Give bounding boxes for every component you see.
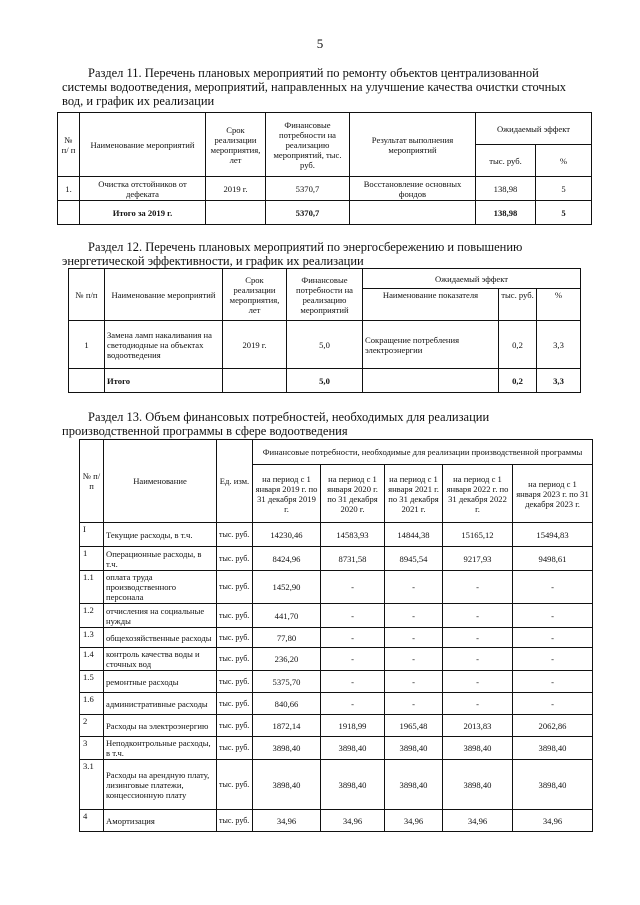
- s13-row-name: отчисления на социальные нужды: [104, 604, 217, 628]
- s13-row-value: -: [443, 604, 513, 628]
- s12-header-num: № п/п: [69, 269, 105, 321]
- s13-row-value: 840,66: [253, 693, 321, 715]
- s13-row-value: 3898,40: [513, 760, 593, 810]
- s13-row-name: Расходы на арендную плату, лизинговые платежи, концессионную плату: [104, 760, 217, 810]
- s13-header-period-2022: на период с 1 января 2022 г. по 31 декабря 2022 г.: [443, 465, 513, 523]
- s13-row-name: Расходы на электроэнергию: [104, 715, 217, 737]
- s13-row-value: 34,96: [321, 810, 385, 832]
- s13-row-num: 3.1: [80, 760, 104, 810]
- section-12-table: [68, 268, 581, 393]
- s12-header-thous: тыс. руб.: [499, 289, 537, 321]
- s13-header-num: № п/п: [80, 440, 104, 523]
- s13-row-unit: тыс. руб.: [217, 604, 253, 628]
- s13-row-value: 8731,58: [321, 547, 385, 571]
- s13-row-value: 3898,40: [253, 760, 321, 810]
- section-12-heading: [62, 240, 590, 268]
- s13-row-value: 8424,96: [253, 547, 321, 571]
- section-11-heading-line-2: системы водоотведения, мероприятий, направленных на улучшение качества очистки сточных: [62, 80, 567, 94]
- s13-row-num: 4: [80, 810, 104, 832]
- s11-row-pct: 5: [536, 177, 592, 201]
- s13-row-value: -: [443, 693, 513, 715]
- section-12-heading-line-2: энергетической эффективности, и график их реализации: [62, 254, 364, 268]
- s13-row-name: административные расходы: [104, 693, 217, 715]
- s13-row-value: -: [385, 693, 443, 715]
- s13-row-name: Текущие расходы, в т.ч.: [104, 523, 217, 547]
- s11-header-result: Результат выполнения мероприятий: [350, 113, 476, 177]
- s13-row-num: I: [80, 523, 104, 547]
- s13-row-value: -: [385, 671, 443, 693]
- s11-row-num: 1.: [58, 177, 80, 201]
- s13-row-value: -: [385, 571, 443, 604]
- table-row: [80, 648, 593, 671]
- s13-row-unit: тыс. руб.: [217, 648, 253, 671]
- s13-row-unit: тыс. руб.: [217, 523, 253, 547]
- s13-row-value: 34,96: [443, 810, 513, 832]
- page-number: 5: [316, 36, 324, 51]
- table-row: [80, 671, 593, 693]
- s13-row-value: 34,96: [253, 810, 321, 832]
- s13-row-value: 1918,99: [321, 715, 385, 737]
- s12-header-name: Наименование мероприятий: [105, 269, 223, 321]
- s13-row-value: 14230,46: [253, 523, 321, 547]
- section-11-heading-line-1: Раздел 11. Перечень плановых мероприятий по ремонту объектов централизованной: [88, 66, 539, 80]
- s13-row-value: 1452,90: [253, 571, 321, 604]
- s13-row-value: 3898,40: [253, 737, 321, 760]
- s13-row-name: ремонтные расходы: [104, 671, 217, 693]
- table-row: [80, 737, 593, 760]
- s11-header-pct: %: [536, 145, 592, 177]
- table-row: [80, 810, 593, 832]
- s13-row-value: 8945,54: [385, 547, 443, 571]
- s13-row-value: 5375,70: [253, 671, 321, 693]
- s13-row-num: 1.5: [80, 671, 104, 693]
- s13-row-name: контроль качества воды и сточных вод: [104, 648, 217, 671]
- table-row: [80, 628, 593, 648]
- s11-total-label: Итого за 2019 г.: [80, 201, 206, 225]
- s13-row-value: 9498,61: [513, 547, 593, 571]
- s11-header-num: № п/ п: [58, 113, 80, 177]
- s11-header-name: Наименование мероприятий: [80, 113, 206, 177]
- s13-row-name: общехозяйственные расходы: [104, 628, 217, 648]
- s13-header-name: Наименование: [104, 440, 217, 523]
- s12-row-pct: 3,3: [537, 321, 581, 369]
- s13-header-fin: Финансовые потребности, необходимые для реализации производственной программы: [253, 440, 593, 465]
- s12-row-num: 1: [69, 321, 105, 369]
- table-row: [69, 321, 581, 369]
- s11-header-fin: Финансовые потребности на реализацию мероприятий, тыс. руб.: [266, 113, 350, 177]
- s11-total-fin: 5370,7: [266, 201, 350, 225]
- s12-row-term: 2019 г.: [223, 321, 287, 369]
- table-row-total: [58, 201, 592, 225]
- s13-header-period-2023: на период с 1 января 2023 г. по 31 декабря 2023 г.: [513, 465, 593, 523]
- s13-row-name: оплата труда производственного персонала: [104, 571, 217, 604]
- s13-row-value: -: [513, 571, 593, 604]
- s11-header-effect: Ожидаемый эффект: [476, 113, 592, 145]
- s13-row-name: Неподконтрольные расходы, в т.ч.: [104, 737, 217, 760]
- s11-row-thous: 138,98: [476, 177, 536, 201]
- s13-row-value: 34,96: [513, 810, 593, 832]
- s13-row-value: 1965,48: [385, 715, 443, 737]
- s12-total-thous: 0,2: [499, 369, 537, 393]
- s13-row-value: -: [513, 693, 593, 715]
- s13-row-value: -: [385, 648, 443, 671]
- s13-row-value: 14844,38: [385, 523, 443, 547]
- s13-row-value: 15494,83: [513, 523, 593, 547]
- s13-header-unit: Ед. изм.: [217, 440, 253, 523]
- s11-total-pct: 5: [536, 201, 592, 225]
- s13-row-value: 2062,86: [513, 715, 593, 737]
- s13-row-value: -: [443, 571, 513, 604]
- s13-row-value: 9217,93: [443, 547, 513, 571]
- s13-row-num: 2: [80, 715, 104, 737]
- s13-row-value: -: [321, 628, 385, 648]
- s11-total-thous: 138,98: [476, 201, 536, 225]
- table-row-total: [69, 369, 581, 393]
- s13-row-value: -: [321, 604, 385, 628]
- table-row: [80, 523, 593, 547]
- s11-header-term: Срок реализации мероприятия, лет: [206, 113, 266, 177]
- s13-row-value: -: [321, 571, 385, 604]
- s13-row-value: 15165,12: [443, 523, 513, 547]
- s13-row-value: 441,70: [253, 604, 321, 628]
- s13-row-num: 1.1: [80, 571, 104, 604]
- s13-row-name: Амортизация: [104, 810, 217, 832]
- s12-total-fin: 5,0: [287, 369, 363, 393]
- s13-row-value: -: [321, 648, 385, 671]
- section-13-table: [79, 439, 593, 832]
- s13-row-value: 34,96: [385, 810, 443, 832]
- s13-row-value: -: [385, 604, 443, 628]
- s13-row-value: -: [321, 693, 385, 715]
- s13-row-num: 1.3: [80, 628, 104, 648]
- s12-row-fin: 5,0: [287, 321, 363, 369]
- s12-header-effect: Ожидаемый эффект: [363, 269, 581, 289]
- section-13-heading-line-2: производственной программы в сфере водоотведения: [62, 424, 348, 438]
- s12-header-fin: Финансовые потребности на реализацию мероприятий: [287, 269, 363, 321]
- section-13-heading-line-1: Раздел 13. Объем финансовых потребностей, необходимых для реализации: [88, 410, 490, 424]
- s13-row-value: 2013,83: [443, 715, 513, 737]
- s13-row-num: 1.6: [80, 693, 104, 715]
- s13-row-value: 1872,14: [253, 715, 321, 737]
- s13-row-value: 14583,93: [321, 523, 385, 547]
- s13-row-value: 3898,40: [443, 760, 513, 810]
- section-11-heading: [62, 66, 590, 108]
- s13-row-num: 1.4: [80, 648, 104, 671]
- s13-row-unit: тыс. руб.: [217, 671, 253, 693]
- s11-row-name: Очистка отстойников от дефеката: [80, 177, 206, 201]
- s13-row-unit: тыс. руб.: [217, 715, 253, 737]
- table-row: [80, 571, 593, 604]
- table-row: [58, 177, 592, 201]
- s13-row-value: 3898,40: [443, 737, 513, 760]
- s13-row-value: 236,20: [253, 648, 321, 671]
- s13-row-value: 3898,40: [321, 760, 385, 810]
- s13-row-value: 3898,40: [385, 737, 443, 760]
- s11-row-term: 2019 г.: [206, 177, 266, 201]
- table-row: [80, 604, 593, 628]
- s13-row-value: -: [513, 628, 593, 648]
- s13-row-unit: тыс. руб.: [217, 737, 253, 760]
- s13-row-value: -: [513, 671, 593, 693]
- s13-row-value: 3898,40: [321, 737, 385, 760]
- section-13-heading: [62, 410, 590, 438]
- s13-header-period-2019: на период с 1 января 2019 г. по 31 декабря 2019 г.: [253, 465, 321, 523]
- s11-header-thous: тыс. руб.: [476, 145, 536, 177]
- section-11-heading-line-3: вод, и график их реализации: [62, 94, 215, 108]
- s13-row-unit: тыс. руб.: [217, 760, 253, 810]
- s13-row-value: -: [443, 671, 513, 693]
- table-row: [80, 760, 593, 810]
- s12-row-indicator: Сокращение потребления электроэнергии: [363, 321, 499, 369]
- s13-header-period-2021: на период с 1 января 2021 г. по 31 декабря 2021 г.: [385, 465, 443, 523]
- s13-row-num: 1.2: [80, 604, 104, 628]
- s12-header-pct: %: [537, 289, 581, 321]
- s13-row-num: 3: [80, 737, 104, 760]
- table-row: [80, 547, 593, 571]
- section-11-table: [57, 112, 592, 225]
- s12-total-label: Итого: [105, 369, 223, 393]
- s13-row-value: -: [513, 648, 593, 671]
- s13-body: [80, 523, 593, 832]
- s13-row-value: -: [443, 648, 513, 671]
- s13-row-value: -: [443, 628, 513, 648]
- s13-row-unit: тыс. руб.: [217, 693, 253, 715]
- s13-row-num: 1: [80, 547, 104, 571]
- s11-row-fin: 5370,7: [266, 177, 350, 201]
- s13-row-unit: тыс. руб.: [217, 547, 253, 571]
- s13-row-value: 3898,40: [513, 737, 593, 760]
- table-row: [80, 693, 593, 715]
- s12-total-pct: 3,3: [537, 369, 581, 393]
- s12-header-term: Срок реализации мероприятия, лет: [223, 269, 287, 321]
- s13-row-value: -: [385, 628, 443, 648]
- s13-row-value: 77,80: [253, 628, 321, 648]
- s11-row-result: Восстановление основных фондов: [350, 177, 476, 201]
- s13-row-unit: тыс. руб.: [217, 810, 253, 832]
- s13-row-unit: тыс. руб.: [217, 628, 253, 648]
- s12-header-indicator: Наименование показателя: [363, 289, 499, 321]
- s13-row-value: 3898,40: [385, 760, 443, 810]
- s13-row-value: -: [321, 671, 385, 693]
- s13-row-value: -: [513, 604, 593, 628]
- s12-row-name: Замена ламп накаливания на светодиодные на объектах водоотведения: [105, 321, 223, 369]
- s12-row-thous: 0,2: [499, 321, 537, 369]
- s13-row-name: Операционные расходы, в т.ч.: [104, 547, 217, 571]
- section-12-heading-line-1: Раздел 12. Перечень плановых мероприятий по энергосбережению и повышению: [88, 240, 523, 254]
- s13-row-unit: тыс. руб.: [217, 571, 253, 604]
- table-row: [80, 715, 593, 737]
- s13-header-period-2020: на период с 1 января 2020 г. по 31 декабря 2020 г.: [321, 465, 385, 523]
